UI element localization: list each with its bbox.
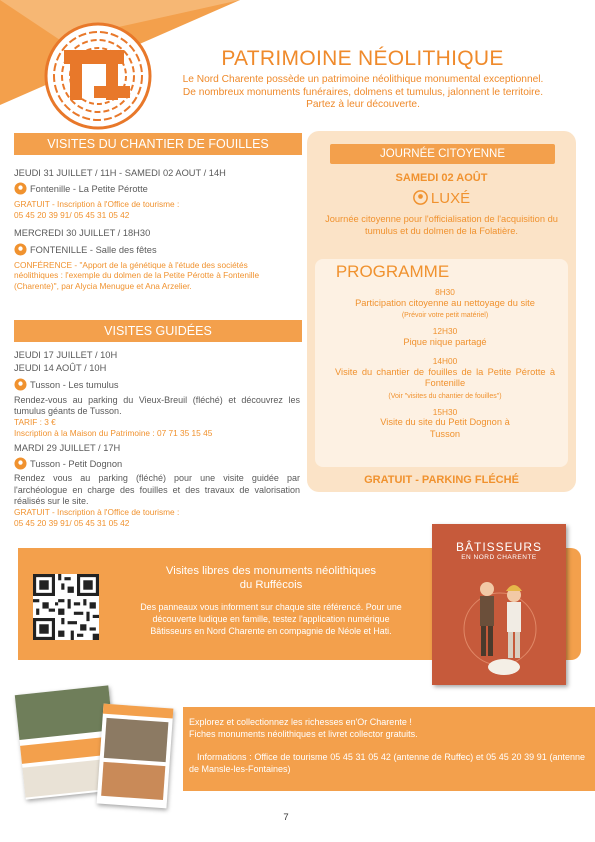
location-pin-icon (14, 457, 27, 470)
journee-description: Journée citoyenne pour l'officialisation de l'acquisition du tumulus et du dolmen de la Folatière. (325, 214, 558, 236)
visit-date: JEUDI 17 JUILLET / 10H (14, 350, 118, 360)
book-illustration (462, 569, 542, 681)
programme-item: 15H30 Visite du site du Petit Dognon à Tusson (380, 406, 510, 439)
guidees-heading: VISITES GUIDÉES (14, 320, 302, 342)
journee-date: SAMEDI 02 AOÛT (395, 172, 488, 184)
visit-registration: GRATUIT - Inscription à l'Office de tourisme : (14, 507, 180, 518)
journee-heading: JOURNÉE CITOYENNE (330, 144, 555, 164)
conference-text: CONFÉRENCE - "Apport de la génétique à l'étude des sociétés néolithiques : l'exemple du dolmen de la Petite Pérotte à Fontenille (Charente)", par Alycia Menugue et Ana Arzelier. (14, 259, 260, 291)
fouilles-heading: VISITES DU CHANTIER DE FOUILLES (14, 133, 302, 155)
dolmen-logo (42, 20, 154, 132)
guidees-section (14, 350, 300, 528)
event-date: MERCREDI 30 JUILLET / 18H30 (14, 228, 151, 239)
event-place: Fontenille - La Petite Pérotte (14, 182, 302, 195)
location-pin-icon (14, 243, 27, 256)
visit-registration: Inscription à la Maison du Patrimoine : 07 71 35 15 45 (14, 427, 213, 438)
journee-footer: GRATUIT - PARKING FLÉCHÉ (364, 474, 519, 486)
visit-description: Rendez vous au parking (fléché) pour une visite guidée par l'archéologue en charge des fouilles et des travaux de valorisation réalisés sur le site. (14, 473, 300, 506)
book-title: BÂTISSEURS (455, 540, 543, 554)
programme-title: PROGRAMME (335, 262, 450, 281)
page-title: PATRIMOINE NÉOLITHIQUE (221, 47, 504, 70)
brochure-image (97, 704, 174, 809)
location-pin-icon (14, 378, 27, 391)
event-phones: 05 45 20 39 91/ 05 45 31 05 42 (14, 209, 130, 220)
programme-item: 12H30 Pique nique partagé (403, 326, 487, 347)
visit-place: Tusson - Les tumulus (14, 378, 300, 391)
visit-date: JEUDI 14 AOÛT / 10H (14, 363, 107, 374)
event-place: FONTENILLE - Salle des fêtes (14, 243, 302, 256)
programme-list (335, 287, 555, 440)
page-number: 7 (283, 812, 289, 823)
libres-text: Des panneaux vous informent sur chaque site référencé. Pour une découverte ludique en famille, testez l'application numérique Bâtisseurs en Nord Charente en compagnie de Néole et Hati. (140, 602, 402, 636)
intro-text: Le Nord Charente possède un patrimoine néolithique monumental exceptionnel. De nombreux monuments funéraires, dolmens et tumulus, jalonnent le territoire. Partez à leur découverte. (182, 74, 544, 110)
visit-date: MARDI 29 JUILLET / 17H (14, 443, 121, 454)
visit-tariff: TARIF : 3 € (14, 417, 56, 428)
info-text: Explorez et collectionnez les richesses en'Or Charente ! Fiches monuments néolithiques et livret collector gratuits. Informations : Office de tourisme 05 45 31 05 42 (antenne de Ruffec) et 05 45 20 39 91 (antenne de Mansle-les-Fontaines) (189, 717, 585, 774)
location-pin-icon (413, 190, 428, 205)
fouilles-section (14, 168, 302, 291)
visit-phones: 05 45 20 39 91/ 05 45 31 05 42 (14, 517, 130, 528)
event-date: JEUDI 31 JUILLET / 11H - SAMEDI 02 AOUT / 14H (14, 168, 226, 178)
journee-place: LUXÉ (310, 190, 573, 207)
event-registration: GRATUIT - Inscription à l'Office de tourisme : (14, 199, 180, 210)
qr-code-icon (33, 574, 99, 640)
libres-title: Visites libres des monuments néolithiques du Ruffécois (165, 565, 377, 591)
visit-description: Rendez-vous au parking du Vieux-Breuil (fléché) et découvrez les tumulus géants de Tusson. (14, 394, 300, 416)
book-subtitle: EN NORD CHARENTE (461, 554, 537, 561)
location-pin-icon (14, 182, 27, 195)
book-cover (432, 524, 566, 685)
visit-place: Tusson - Petit Dognon (14, 457, 300, 470)
programme-item: 8H30 Participation citoyenne au nettoyage du site (Prévoir votre petit matériel) (355, 287, 535, 319)
programme-item: 14H00 Visite du chantier de fouilles de la Petite Pérotte à Fontenille (Voir "visites du chantier de fouilles") (335, 356, 555, 400)
